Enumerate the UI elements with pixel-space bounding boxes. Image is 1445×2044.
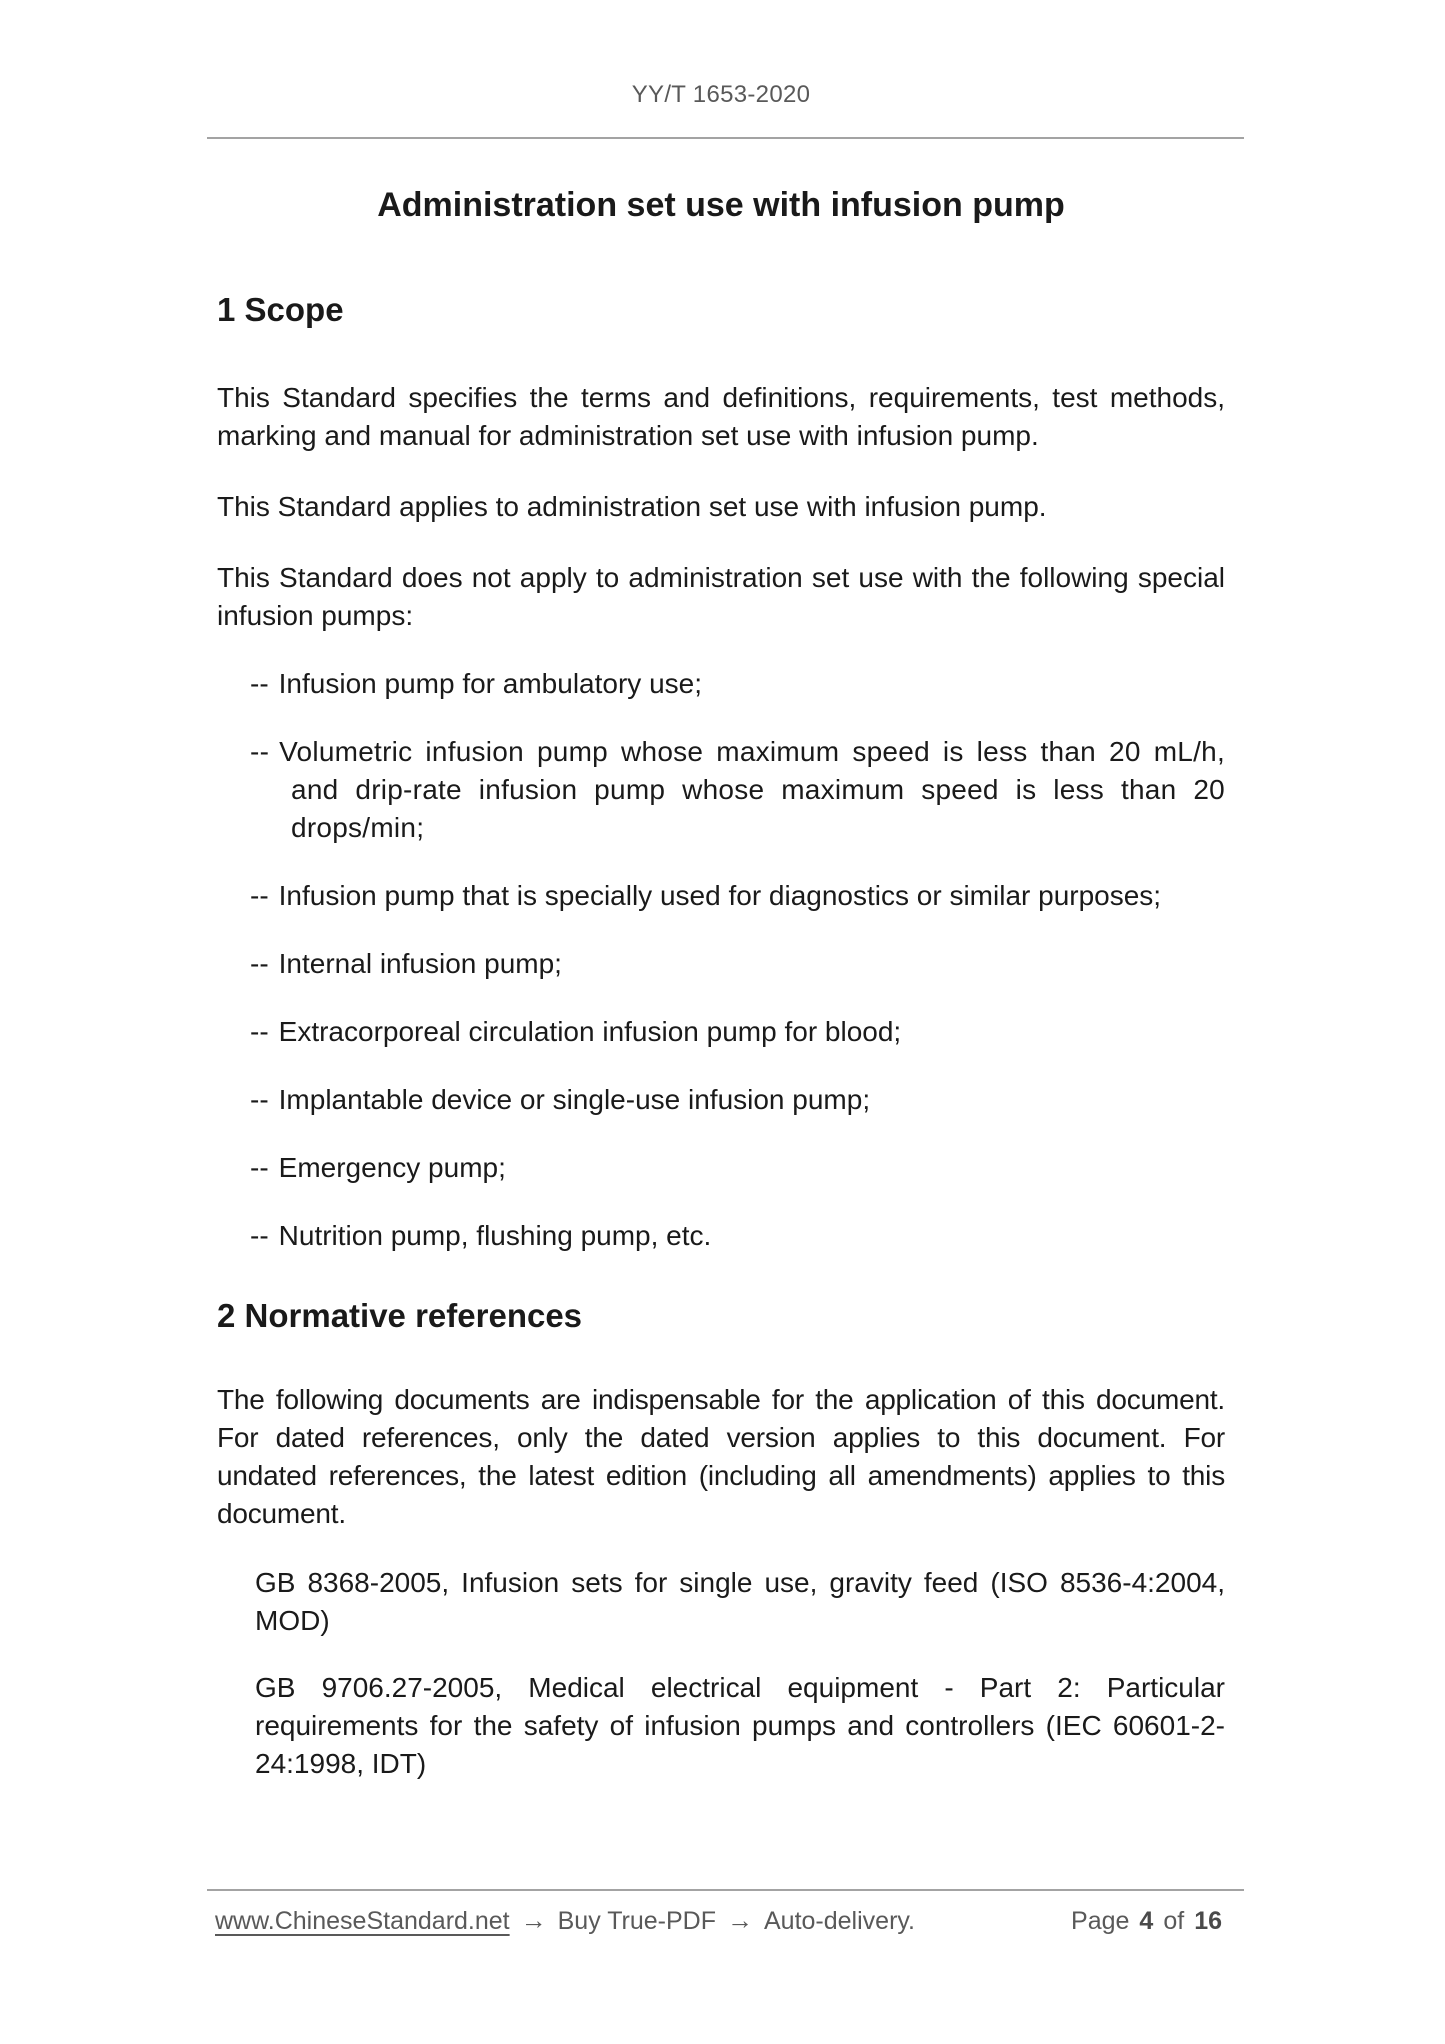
- auto-delivery-label: Auto-delivery.: [764, 1907, 915, 1935]
- dash-marker: --: [250, 668, 269, 699]
- page-indicator: [1071, 1904, 1222, 1938]
- current-page-number: 4: [1139, 1907, 1154, 1935]
- dash-marker: --: [250, 880, 269, 911]
- document-title: Administration set use with infusion pump: [377, 186, 1065, 224]
- list-item-text: Extracorporeal circulation infusion pump for blood;: [278, 1016, 902, 1047]
- scope-paragraph-1: This Standard specifies the terms and definitions, requirements, test methods, marking and manual for administration set use with infusion pump.: [217, 382, 1225, 451]
- list-item-text: Nutrition pump, flushing pump, etc.: [278, 1220, 712, 1251]
- exclusion-list: [217, 665, 1225, 1255]
- reference-entry-2: GB 9706.27-2005, Medical electrical equipment - Part 2: Particular requirements for the safety of infusion pumps and controllers (IEC 60601-2-24:1998, IDT): [255, 1672, 1225, 1779]
- list-item-text: Internal infusion pump;: [278, 948, 562, 979]
- running-header: [217, 78, 1225, 111]
- dash-marker: --: [250, 1152, 269, 1183]
- list-item-2: [217, 733, 1225, 847]
- header-divider: [207, 137, 1244, 139]
- of-label: of: [1163, 1907, 1185, 1935]
- list-item-text: Implantable device or single-use infusion pump;: [278, 1084, 871, 1115]
- total-pages-number: 16: [1194, 1907, 1222, 1935]
- list-item-text: Volumetric infusion pump whose maximum speed is less than 20 mL/h, and drip-rate infusion pump whose maximum speed is less than 20 drops/min;: [279, 736, 1225, 843]
- scope-paragraph-2: This Standard applies to administration set use with infusion pump.: [217, 491, 1047, 522]
- section-heading-normative: 2 Normative references: [217, 1297, 583, 1334]
- scope-paragraph-3: This Standard does not apply to administration set use with the following special infusion pumps:: [217, 562, 1225, 631]
- buy-pdf-label: Buy True-PDF: [557, 1907, 716, 1935]
- footer-row: [207, 1903, 1244, 1938]
- page-footer: [207, 1889, 1244, 1938]
- dash-marker: --: [250, 1220, 269, 1251]
- list-item-3: [217, 877, 1225, 915]
- list-item-8: [217, 1217, 1225, 1255]
- list-item-4: [217, 945, 1225, 983]
- list-item-7: [217, 1149, 1225, 1187]
- list-item-1: [217, 665, 1225, 703]
- section-heading-scope: 1 Scope: [217, 291, 344, 328]
- footer-branding: [215, 1903, 915, 1938]
- page-label: Page: [1071, 1907, 1130, 1935]
- standard-number: YY/T 1653-2020: [631, 81, 811, 108]
- list-item-text: Infusion pump for ambulatory use;: [278, 668, 702, 699]
- list-item-5: [217, 1013, 1225, 1051]
- list-item-6: [217, 1081, 1225, 1119]
- dash-marker: --: [250, 1016, 269, 1047]
- reference-entry-1: GB 8368-2005, Infusion sets for single use, gravity feed (ISO 8536-4:2004, MOD): [255, 1567, 1225, 1636]
- arrow-icon: →: [727, 1905, 753, 1935]
- list-item-text: Infusion pump that is specially used for diagnostics or similar purposes;: [278, 880, 1162, 911]
- footer-divider: [207, 1889, 1244, 1891]
- dash-marker: --: [250, 736, 270, 767]
- page-content: [217, 0, 1225, 1783]
- dash-marker: --: [250, 1084, 269, 1115]
- dash-marker: --: [250, 948, 269, 979]
- list-item-text: Emergency pump;: [278, 1152, 506, 1183]
- normative-intro: The following documents are indispensable for the application of this document. For dated references, only the dated version applies to this document. For undated references, the latest edition (including all amendments) applies to this document.: [217, 1384, 1225, 1529]
- arrow-icon: →: [520, 1905, 547, 1935]
- site-link[interactable]: www.ChineseStandard.net: [215, 1907, 510, 1935]
